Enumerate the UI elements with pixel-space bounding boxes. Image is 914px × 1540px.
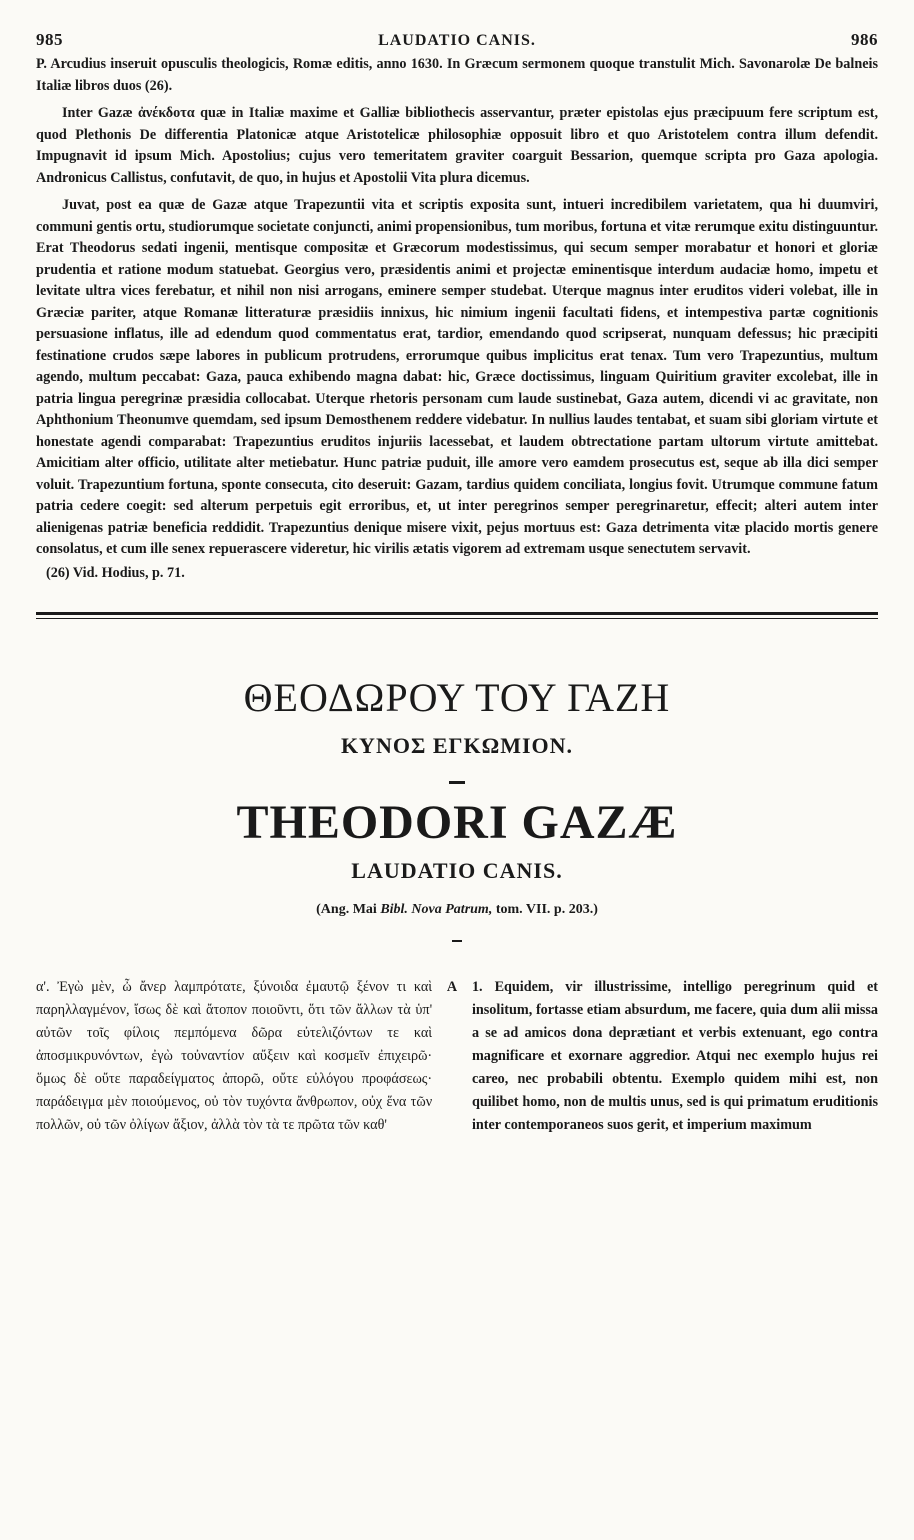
parallel-text: [36, 976, 878, 1137]
source-italic: Bibl. Nova Patrum,: [380, 901, 493, 917]
page-number-left: 985: [36, 30, 63, 49]
paragraph-arcudius: P. Arcudius inseruit opusculis theologicis, Romæ editis, anno 1630. In Græcum sermonem quoque transtulit Mich. Savonarolæ De balneis Italiæ libros duos (26).: [36, 56, 878, 94]
source-prefix: (Ang. Mai: [316, 901, 381, 917]
title-separator: [449, 781, 465, 784]
paragraph-comparison: Juvat, post ea quæ de Gazæ atque Trapezuntii vita et scriptis exposita sunt, intueri incredibilem varietatem, qua hi duumviri, communi gentis ortu, studiorumque societate conjuncti, animi propensionibus, tum moribus, fortuna et vitæ rerumque exitu distinguuntur. Erat Theodorus sedati ingenii, mentisque compositæ et Græcorum modestissimus, qui secum semper morabatur et honori et gloriæ prudentia et ratione modum statuebat. Georgius vero, præsidentis animi et projectæ eminentisque interdum audaciæ homo, impetu et levitate ultra vices ferebatur, et nihil non nisi arrogans, eminere semper studebat. Uterque magnus inter eruditos videri volebat, ille in Græciæ pariter, atque Romanæ litteraturæ præsidiis innixus, hic nimium ingenii facultati fidens, et intempestiva partæ cognitionis persuasione inflatus, ille ad edendum quod commentatus erat, tardior, emendando quod scripserat, nunquam defessus; hic præcipiti festinatione crudos sæpe labores in publicum protrudens, errorumque quibus implicitus erat tenax. Tum vero Trapezuntius, multum agendo, multum peccabat: Gaza, pauca exhibendo magna dabat: hic, Græce doctissimus, linguam Quiritium graviter excolebat, ille in patria lingua peregrinæ præsidia collocabat. Uterque rhetoris personam cum laude sustinebat, Gaza autem, dicendi vi ac gravitate, non Aphthonium Theonumve quemdam, sed ipsum Demosthenem reddere videbatur. In nullius laudes tentabat, et suam sibi gloriam virtute et honestate agendi comparabat: Trapezuntius eruditos injuriis lacessebat, et laudem obtrectatione partam ultorum virtute amittebat. Amicitiam alter officio, utilitate alter metiebatur. Hunc patriæ puduit, ille amore vero eamdem prosecutus est, seque ab illa dici semper voluit. Trapezuntium fortuna, sponte consecuta, cito deseruit: Gazam, tardius quidem conciliata, longius fovit. Utrumque commune fatum patria cedere coegit: sed alterum perpetuis egit erroribus, et, ut inter peregrinos semper peregrinaretur, effecit; alteri autem inter alienigenas patriæ beneficia reddidit. Trapezuntius denique misere vixit, pejus mortuus est: Gaza detrimenta vitæ placido mortis genere consolatus, et cum ille senex repuerascere videretur, hic virilis ætatis vigorem ad extremam usque senectutem servavit.: [36, 197, 878, 557]
source-suffix: tom. VII. p. 203.): [492, 901, 598, 917]
running-head: [36, 30, 878, 54]
greek-title: ΘΕΟΔΩΡΟΥ ΤΟΥ ΓΑΖΗ: [243, 674, 671, 720]
latin-title: THEODORI GAZÆ: [236, 795, 678, 849]
source-citation: [36, 902, 878, 918]
latin-subtitle: LAUDATIO CANIS.: [351, 857, 563, 883]
paragraph-anekdota: Inter Gazæ ἀνέκδοτα quæ in Italiæ maxime et Galliæ bibliothecis asservantur, præter epistolas ejus præcipuum fere scriptum est, quod Plethonis De differentia Platonicæ atque Aristotelicæ philosophiæ opposuit libro et quo Aristotelem contra illum defendit. Impugnavit id ipsum Mich. Apostolius; cujus vero temeritatem graviter coarguit Bessarion, quemque scripta pro Gaza apologia. Andronicus Callistus, confutavit, de quo, in hujus et Apostolii Vita plura dicemus.: [36, 105, 878, 186]
source-separator: [452, 940, 462, 942]
running-title: LAUDATIO CANIS.: [378, 32, 536, 49]
greek-subtitle: ΚΥΝΟΣ ΕΓΚΩΜΙΟΝ.: [340, 732, 574, 758]
page-number-right: 986: [851, 30, 878, 49]
latin-column: 1. Equidem, vir illustrissime, intelligo peregrinum quid et insolitum, fortasse etiam absurdum, me facere, quia dum alii missa a se ad amicos dona deprætiant et verbis extenuant, ego contra magnificare et exornare aggredior. Atqui nec exemplo hujus rei careo, nec probabili obtentu. Exemplo quidem mihi est, non quilibet homo, non de multis unus, sed is qui primatum eruditionis inter contemporaneos suos gerit, et imperium maximum: [471, 978, 878, 1133]
prose-section: [36, 54, 878, 584]
footnote: (26) Vid. Hodius, p. 71.: [46, 564, 185, 581]
page: [36, 30, 878, 1137]
column-marker: A: [446, 978, 458, 995]
section-divider-thick: [36, 612, 878, 615]
section-divider-thin: [36, 618, 878, 619]
greek-column: α'. Ἐγὼ μὲν, ὦ ἄνερ λαμπρότατε, ξύνοιδα ἐμαυτῷ ξένον τι καὶ παρηλλαγμένον, ἴσως δὲ καὶ ἄτοπον ποιοῦντι, ὅτι τῶν ἄλλων τὰ ὑπ' αὐτῶν τοῖς φίλοις πεμπόμενα δῶρα εὐτελιζόντων τε καὶ ἀποσμικρυνόντων, ἐγὼ τοὐναντίον αὔξειν καὶ κοσμεῖν ἐπιχειρῶ· ὅμως δὲ οὔτε παραδείγματος ἀπορῶ, οὔτε εὐλόγου προφάσεως· παράδειγμα μὲν ποιούμενος, οὐ τὸν τυχόντα ἄνθρωπον, οὐχ ἕνα τῶν πολλῶν, οὐ τῶν ὀλίγων ἄξιον, ἀλλὰ τὸν τὰ τε πρῶτα τῶν καθ': [36, 978, 433, 1133]
